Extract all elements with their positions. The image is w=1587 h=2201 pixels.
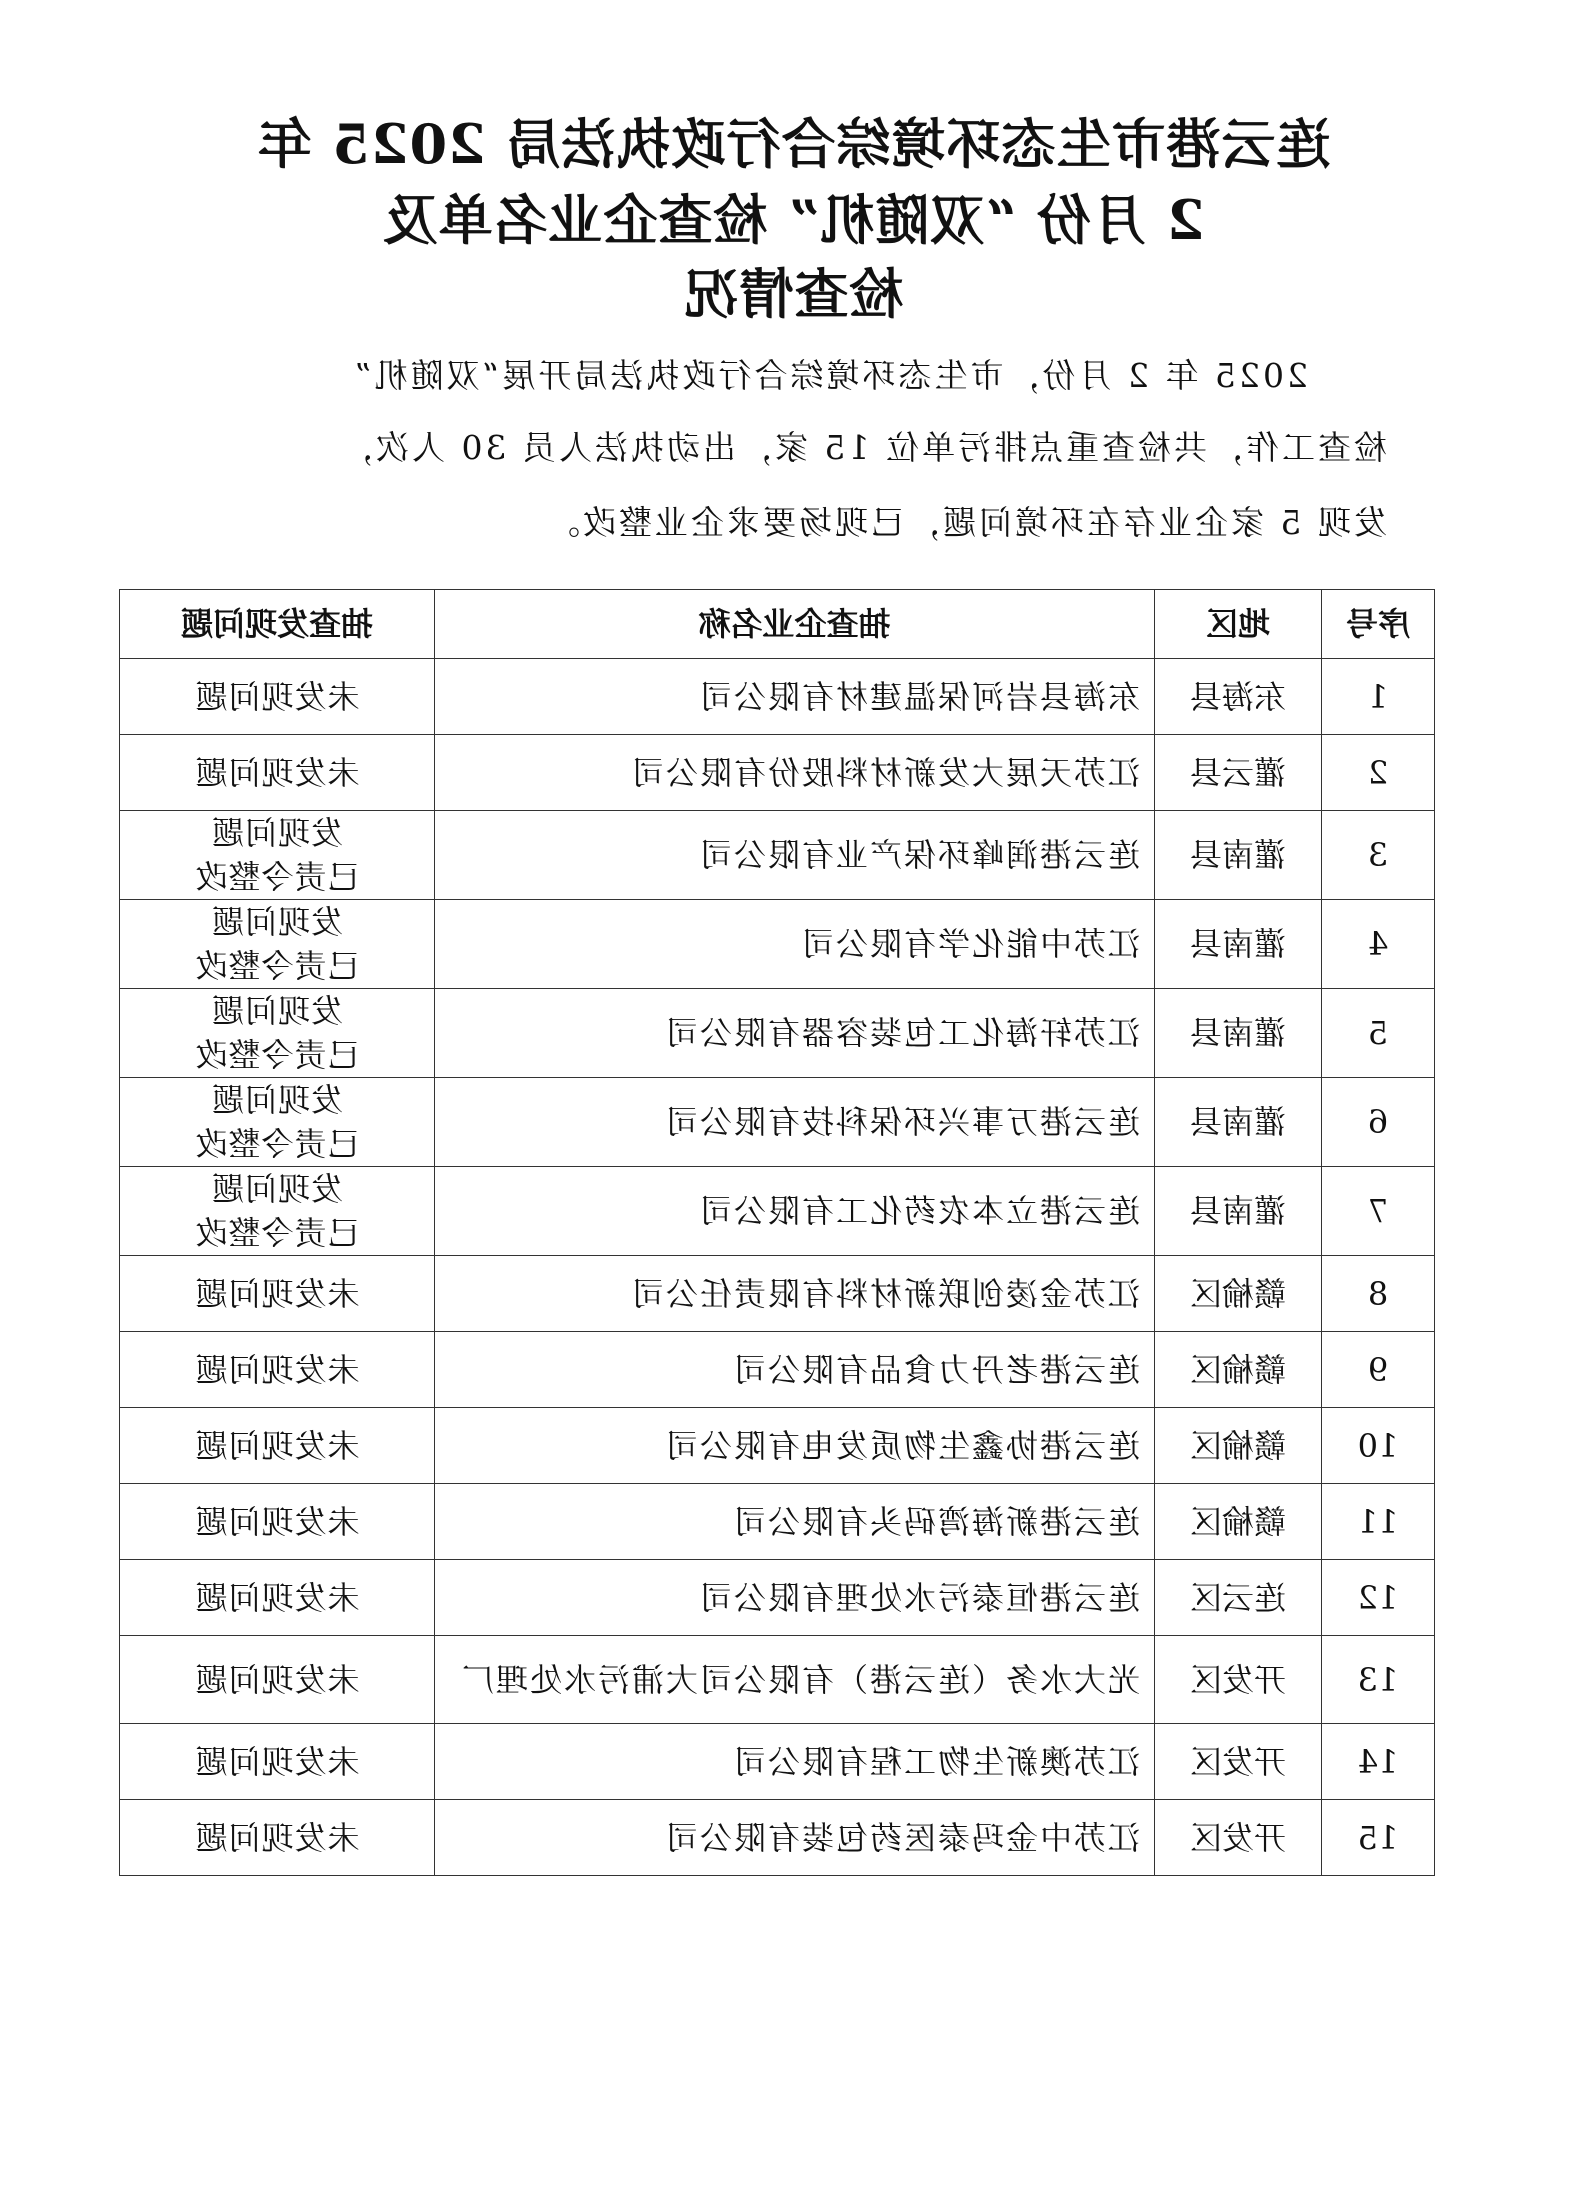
table-body <box>120 659 1435 1876</box>
row-area: 开发区 <box>1155 1724 1322 1800</box>
table-row <box>120 735 1435 811</box>
row-findings <box>120 735 435 811</box>
table-row <box>120 1408 1435 1484</box>
row-company-name: 江苏天展大发新材料股份有限公司 <box>435 735 1155 811</box>
table-row <box>120 989 1435 1078</box>
row-findings-line: 未发现问题 <box>194 1350 360 1389</box>
table-row <box>120 1332 1435 1408</box>
row-area: 开发区 <box>1155 1800 1322 1876</box>
header-findings: 抽查发现问题 <box>120 590 435 659</box>
row-findings-line: 发现问题 <box>211 903 344 941</box>
document-title-line-2: 2 月份 “双随机” 检查企业名单及 <box>382 188 1205 252</box>
row-findings-line: 未发现问题 <box>194 1660 360 1699</box>
row-area: 赣榆区 <box>1155 1332 1322 1408</box>
row-company-name: 江苏澳新生物工程有限公司 <box>435 1724 1155 1800</box>
inspection-table <box>119 589 1435 1876</box>
row-findings-line: 发现问题 <box>211 1170 344 1208</box>
row-serial-number: 13 <box>1322 1636 1435 1724</box>
row-company-name: 江苏金凌创联新材料有限责任公司 <box>435 1256 1155 1332</box>
intro-paragraph-line-3: 发现 5 家企业存在环境问题，已现场要求企业整改。 <box>544 503 1387 542</box>
row-findings <box>120 1332 435 1408</box>
row-findings-line: 发现问题 <box>211 814 344 852</box>
row-area: 灌南县 <box>1155 989 1322 1078</box>
intro-paragraph-line-1: 2025 年 2 月份，市生态环境综合行政执法局开展“双随机” <box>351 356 1308 395</box>
row-company-name: 连云港老丹力食品有限公司 <box>435 1332 1155 1408</box>
row-serial-number: 8 <box>1322 1256 1435 1332</box>
table-row <box>120 811 1435 900</box>
row-serial-number: 3 <box>1322 811 1435 900</box>
row-area: 灌南县 <box>1155 811 1322 900</box>
row-serial-number: 4 <box>1322 900 1435 989</box>
row-company-name: 连云港恒泰污水处理有限公司 <box>435 1560 1155 1636</box>
row-findings <box>120 989 435 1078</box>
row-findings-line: 已责令整改 <box>194 858 360 896</box>
row-company-name: 江苏轩海化工包装容器有限公司 <box>435 989 1155 1078</box>
row-company-name: 连云港万事兴环保科技有限公司 <box>435 1078 1155 1167</box>
row-serial-number: 10 <box>1322 1408 1435 1484</box>
row-area: 赣榆区 <box>1155 1484 1322 1560</box>
row-company-name: 连云港新海湾码头有限公司 <box>435 1484 1155 1560</box>
row-area: 灌云县 <box>1155 735 1322 811</box>
row-area: 灌南县 <box>1155 1078 1322 1167</box>
row-findings <box>120 900 435 989</box>
row-findings-line: 已责令整改 <box>194 1214 360 1252</box>
row-findings <box>120 1408 435 1484</box>
row-findings-line: 未发现问题 <box>194 1578 360 1617</box>
row-area: 开发区 <box>1155 1636 1322 1724</box>
header-company-name: 抽查企业名称 <box>435 590 1155 659</box>
row-findings-line: 已责令整改 <box>194 947 360 985</box>
table-row <box>120 1078 1435 1167</box>
row-area: 灌南县 <box>1155 1167 1322 1256</box>
row-findings <box>120 811 435 900</box>
row-findings <box>120 1167 435 1256</box>
document-title-line-1: 连云港市生态环境综合行政执法局 2025 年 <box>256 112 1331 176</box>
row-findings-line: 未发现问题 <box>194 753 360 792</box>
row-findings-line: 发现问题 <box>211 1081 344 1119</box>
header-serial-number: 序号 <box>1322 590 1435 659</box>
row-area: 东海县 <box>1155 659 1322 735</box>
document-title-line-3: 检查情况 <box>683 262 904 326</box>
row-findings-line: 已责令整改 <box>194 1036 360 1074</box>
table-row <box>120 1636 1435 1724</box>
intro-paragraph-line-2: 检查工作，共检查重点排污单位 15 家，出动执法人员 30 人次， <box>337 428 1387 467</box>
row-area: 连云区 <box>1155 1560 1322 1636</box>
row-findings <box>120 1256 435 1332</box>
row-area: 赣榆区 <box>1155 1256 1322 1332</box>
row-findings-line: 未发现问题 <box>194 1818 360 1857</box>
row-findings <box>120 659 435 735</box>
row-findings-line: 未发现问题 <box>194 1502 360 1541</box>
row-serial-number: 12 <box>1322 1560 1435 1636</box>
row-findings-line: 已责令整改 <box>194 1125 360 1163</box>
row-company-name: 光大水务（连云港）有限公司大浦污水处理厂 <box>435 1636 1155 1724</box>
row-company-name: 连云港立本农药化工有限公司 <box>435 1167 1155 1256</box>
table-row <box>120 1560 1435 1636</box>
row-serial-number: 11 <box>1322 1484 1435 1560</box>
row-serial-number: 14 <box>1322 1724 1435 1800</box>
row-findings-line: 未发现问题 <box>194 1274 360 1313</box>
row-area: 赣榆区 <box>1155 1408 1322 1484</box>
row-findings <box>120 1800 435 1876</box>
row-company-name: 江苏中金玛泰医药包装有限公司 <box>435 1800 1155 1876</box>
row-findings <box>120 1484 435 1560</box>
table-row <box>120 1256 1435 1332</box>
row-findings <box>120 1560 435 1636</box>
row-findings <box>120 1636 435 1724</box>
table-row <box>120 900 1435 989</box>
row-findings <box>120 1724 435 1800</box>
row-findings <box>120 1078 435 1167</box>
table-header-row <box>120 590 1435 659</box>
table-row <box>120 1484 1435 1560</box>
row-serial-number: 15 <box>1322 1800 1435 1876</box>
row-findings-line: 未发现问题 <box>194 1742 360 1781</box>
row-serial-number: 6 <box>1322 1078 1435 1167</box>
row-findings-line: 未发现问题 <box>194 1426 360 1465</box>
table-row <box>120 1800 1435 1876</box>
row-serial-number: 7 <box>1322 1167 1435 1256</box>
row-company-name: 连云港协鑫生物质发电有限公司 <box>435 1408 1155 1484</box>
row-serial-number: 2 <box>1322 735 1435 811</box>
row-serial-number: 9 <box>1322 1332 1435 1408</box>
row-company-name: 东海县岩河保温建材有限公司 <box>435 659 1155 735</box>
row-company-name: 江苏中能化学有限公司 <box>435 900 1155 989</box>
table-row <box>120 1167 1435 1256</box>
row-findings-line: 未发现问题 <box>194 677 360 716</box>
row-serial-number: 5 <box>1322 989 1435 1078</box>
row-area: 灌南县 <box>1155 900 1322 989</box>
table-row <box>120 659 1435 735</box>
row-serial-number: 1 <box>1322 659 1435 735</box>
header-area: 地区 <box>1155 590 1322 659</box>
row-findings-line: 发现问题 <box>211 992 344 1030</box>
row-company-name: 连云港润峰环保产业有限公司 <box>435 811 1155 900</box>
table-row <box>120 1724 1435 1800</box>
